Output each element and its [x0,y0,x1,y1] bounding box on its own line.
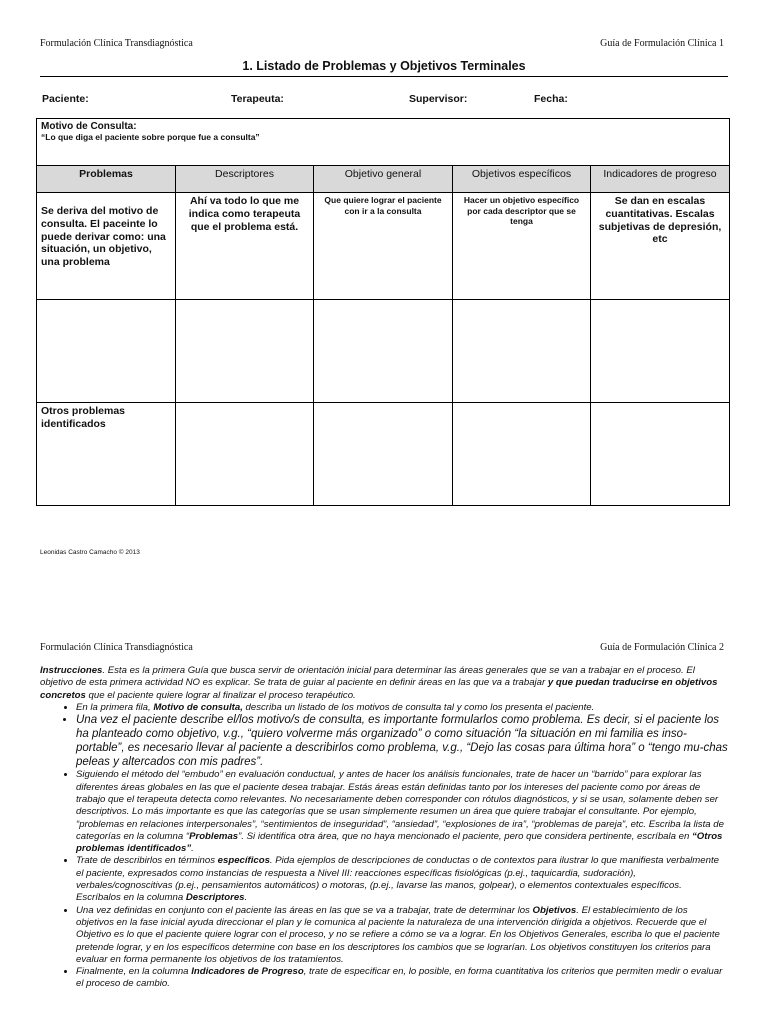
list-item [76,966,728,991]
cell-objetivos-especificos: Hacer un objetivo específico por cada descriptor que se tenga [453,193,591,300]
title-divider [40,76,728,77]
header-right: Guía de Formulación Clínica 2 [600,642,724,653]
bullet-bold: Motivo de consulta, [153,701,243,713]
empty-cell [314,300,453,403]
col-header-objetivo-general: Objetivo general [314,166,453,193]
bullet-text: Una vez el paciente describe el/los motivo/s de consulta, es importante formularlos como problema. Es decir, si el paciente los ha planteado como objetivo, v.g., “quiero volverme más organizado” o como situación “la situación en mi familia es inso-portable”, es necesario llevar al paciente a describirlos como problema, v.g., “Dejo las cosas para última hora” o “tengo mu-chas peleas y altercados con mis padres”. [76,714,728,768]
page-title: 1. Listado de Problemas y Objetivos Terminales [242,59,526,73]
bullet-text: . El establecimiento de los objetivos en la fase inicial ayuda direccionar el plan y le comunica al paciente la naturaleza de una intervención dirigida a objetivos. Recuerde que el Objetivo es lo que el paciente quiere lograr con el proceso, y no se refiere a cómo se va a lograr. En los Objetivos Generales, escriba lo que el paciente pretende lograr, y en los específicos determine con base en los descriptores los cambios que se lograrían. Los objetivos constituyen los criterios para evaluar en forma permanente los objetivos de los tratamientos. [76,904,720,965]
bullet-text: Una vez definidas en conjunto con el paciente las áreas en las que se va a trabajar, trate de determinar los [76,904,533,916]
empty-cell [314,403,453,506]
empty-cell [591,403,730,506]
empty-cell [176,403,314,506]
header-left: Formulación Clínica Transdiagnóstica [40,642,193,653]
empty-cell [176,300,314,403]
bullet-bold: Objetivos [532,904,577,916]
bullet-bold: “Otros problemas identificados” [76,830,723,855]
bullet-text: Trate de describirlos en términos [76,855,218,867]
motivo-cell [37,119,730,166]
bullet-text: . Pida ejemplos de descripciones de conductas o de contextos para ilustrar lo que manifiesta verbalmente el paciente, expresados como instancias de respuesta a Nivel III: reacciones específicas fisiológicas (p.ej., taquicardia, sudoración), verbales/cognoscitivas (p.ej., pensamientos automáticos) o motoras, (p.ej., lavarse las manos, golpear), o elementos contextuales específicos. Escríbalos en la columna [76,855,719,904]
header-right: Guía de Formulación Clínica 1 [600,38,724,49]
page-2 [0,620,768,1024]
bullet-text: . [244,892,248,904]
meta-fields [40,93,740,107]
header-left: Formulación Clínica Transdiagnóstica [40,38,193,49]
bullet-text: ”. Si identifica otra área, que no haya mencionado el paciente, pero que considera pertinente, escríbala en [238,830,692,842]
list-item [76,769,728,855]
instructions [40,665,728,991]
cell-objetivo-general: Que quiere lograr el paciente con ir a la consulta [314,193,453,300]
list-item [76,855,728,904]
list-item [76,702,728,714]
supervisor-label: Supervisor: [409,93,468,105]
motivo-subtitle: “Lo que diga el paciente sobre porque fue a consulta” [41,132,260,142]
therapist-label: Terapeuta: [231,93,284,105]
cell-problemas: Se deriva del motivo de consulta. El paceinte lo puede derivar como: una situación, un objetivo, una problema [37,193,176,300]
footer-credit: Leonidas Castro Camacho © 2013 [40,549,140,556]
intro-text: . Esta es la primera Guía que busca servir de orientación inicial para determinar las áreas generales que se van a trabajar en el proceso. El objetivo de esta primera actividad NO es explicar. Se trata de guiar al paciente en definir áreas en las que va a trabajar [40,665,695,689]
col-header-problemas: Problemas [37,166,176,193]
problems-table [36,118,730,506]
empty-cell [591,300,730,403]
empty-cell [453,403,591,506]
patient-label: Paciente: [42,93,89,105]
col-header-objetivos-especificos: Objetivos específicos [453,166,591,193]
intro-lead: Instrucciones [40,665,103,676]
bullet-bold: Problemas [189,830,239,842]
instructions-list [40,702,728,991]
col-header-descriptores: Descriptores [176,166,314,193]
bullet-text: describa un listado de los motivos de consulta tal y como los presenta el paciente. [242,701,595,713]
bullet-bold: específicos [217,855,270,867]
motivo-title: Motivo de Consulta: [41,121,137,132]
bullet-bold: Indicadores de Progreso [191,966,304,978]
running-header [40,38,724,49]
empty-cell [37,300,176,403]
empty-cell [453,300,591,403]
bullet-text: , trate de especificar en, lo posible, en forma cuantitativa los criterios que permiten medir o evaluar el proceso de cambio. [76,966,723,990]
date-label: Fecha: [534,93,568,105]
cell-indicadores: Se dan en escalas cuantitativas. Escalas subjetivas de depresión, etc [591,193,730,300]
intro-text-end: que el paciente quiere lograr al finalizar el proceso terapéutico. [85,689,356,701]
bullet-bold: Descriptores [185,892,245,904]
list-item [76,905,728,966]
instructions-intro [40,665,728,702]
table-row [37,300,730,403]
cell-descriptores: Ahí va todo lo que me indica como terapeuta que el problema está. [176,193,314,300]
intro-bold: y que puedan traducirse en objetivos concretos [40,677,718,701]
running-header [40,642,724,653]
cell-otros-problemas: Otros problemas identificados [37,403,176,506]
bullet-text: . [191,843,194,855]
bullet-text: En la primera fila, [76,701,154,713]
col-header-indicadores: Indicadores de progreso [591,166,730,193]
list-item [76,714,728,769]
table-row [37,193,730,300]
table-header-row [37,166,730,193]
bullet-text: Finalmente, en la columna [76,966,192,978]
table-row [37,403,730,506]
bullet-text: Siguiendo el método del “embudo” en evaluación conductual, y antes de hacer los análisis funcionales, trate de hacer un “barrido” para explorar las diferentes áreas globales en las que el paciente desea trabajar. Estás áreas están definidas tanto por los intereses del paciente como por áreas de trabajo que el terapeuta detecta como relevantes. No necesariamente deben corresponder con rótulos diagnósticos, y si se usan, solamente deben ser descriptivos. Lo más importante es que las categorías que se usan simplemente resumen un área que quiere trabajar el consultante. Por ejemplo, “problemas en relaciones interpersonales”, “sentimientos de inseguridad”, “ansiedad”, “explosiones de ira”, “problemas de pareja”, etc. Escriba la lista de categorías en la columna “ [76,769,724,842]
